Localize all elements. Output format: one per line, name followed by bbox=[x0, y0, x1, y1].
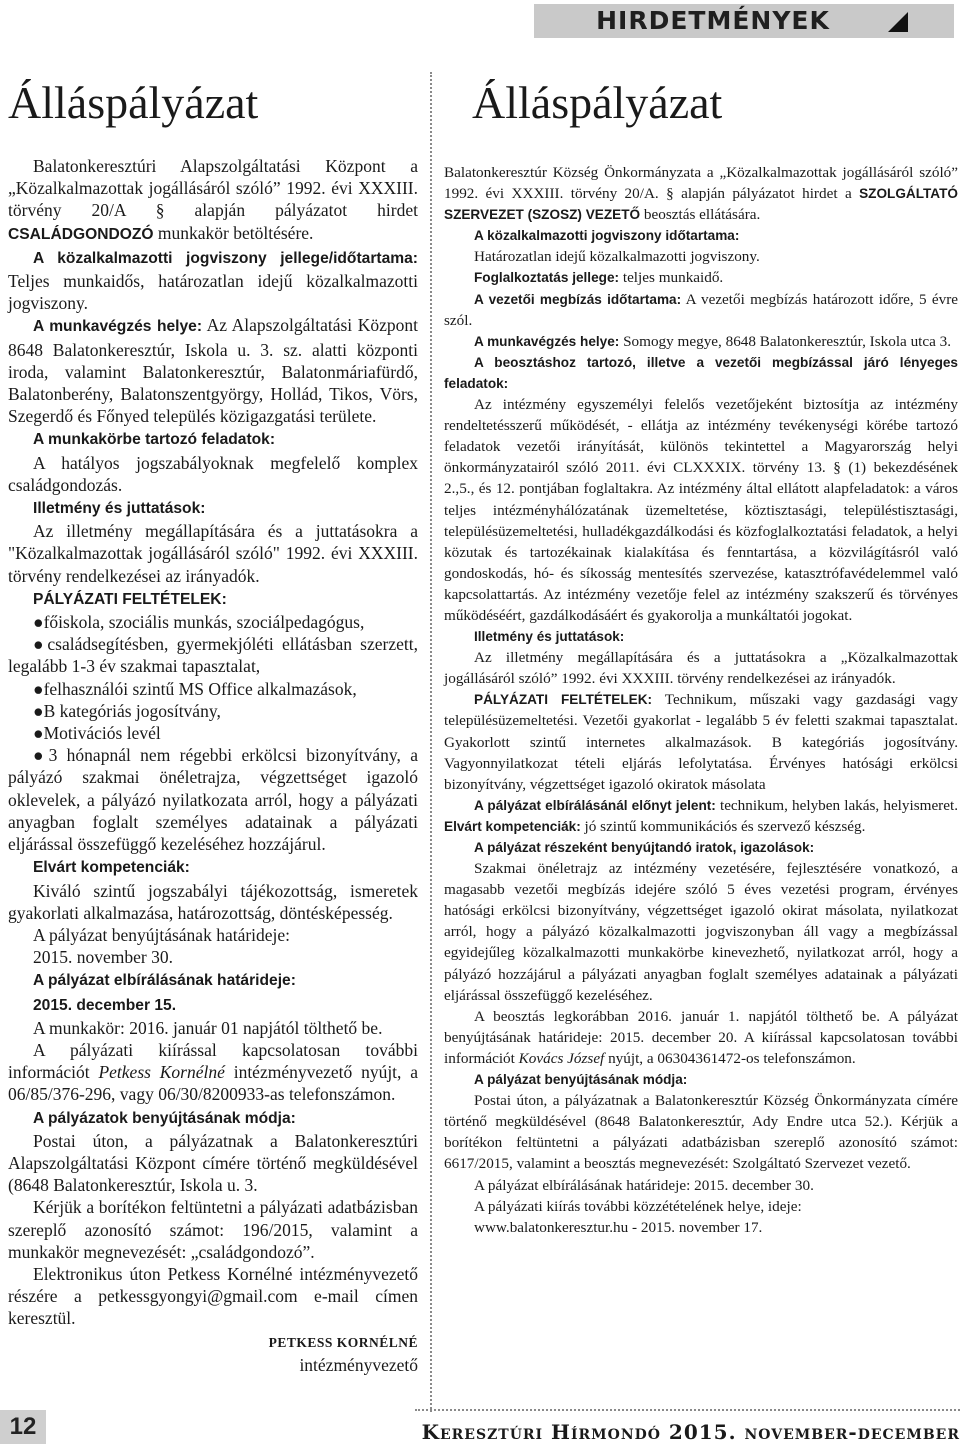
left-bullet-text: B kategóriás jogosítvány, bbox=[43, 700, 221, 721]
footer-divider bbox=[415, 1409, 960, 1411]
left-info bbox=[8, 1039, 418, 1106]
right-iratok-label-row bbox=[444, 837, 958, 858]
left-intro-position: CSALÁDGONDOZÓ bbox=[8, 225, 154, 243]
left-mod-label-row bbox=[8, 1106, 418, 1130]
right-elony-text: technikum, helyben lakás, helyismeret. bbox=[715, 796, 958, 814]
left-bullet bbox=[8, 744, 418, 855]
bullet-dot-icon: ● bbox=[33, 678, 44, 699]
left-info-contact-name: Petkess Kornélné bbox=[98, 1062, 225, 1083]
bullet-dot-icon: ● bbox=[33, 700, 44, 721]
left-hely bbox=[8, 314, 418, 427]
left-intro bbox=[8, 155, 418, 246]
section-title: HIRDETMÉNYEK bbox=[596, 6, 830, 35]
right-jogviszony-label: A közalkalmazotti jogviszony időtartama: bbox=[474, 228, 740, 244]
left-bullet-text: családsegítésben, gyermekjóléti ellátásban szerzett, legalább 1-3 év szakmai tapasztalat, bbox=[8, 634, 418, 677]
publication-footer: Keresztúri Hírmondó 2015. november-december bbox=[421, 1420, 960, 1444]
left-bullet bbox=[8, 700, 418, 722]
left-info-text: A pályázati kiírással kapcsolatosan további információt bbox=[8, 1039, 418, 1083]
left-jogviszony bbox=[8, 246, 418, 315]
left-info-phone: intézményvezető nyújt, a 06/85/376-296, vagy 06/30/8200933-as telefonszámon. bbox=[8, 1062, 419, 1105]
right-mod-text: Postai úton, a pályázatnak a Balatonkeresztúr Község Önkormányzata címére történő megküldésével (8648 Balatonkeresztúr, Ady Endre utca 52.). Kérjük a borítékon feltüntetni a pályázati adatbázisban szereplő azonosító számot: 6617/2015, valamint a beosztás megnevezését: Szolgáltató Szervezet vezető. bbox=[444, 1092, 958, 1173]
left-munkakor: A munkakör: 2016. január 01 napjától tölthető be. bbox=[33, 1017, 383, 1038]
right-lenyeges-label-row bbox=[444, 352, 958, 394]
left-elbiralas-label-row bbox=[8, 968, 418, 992]
signature-name: PETKESS KORNÉLNÉ bbox=[268, 1334, 418, 1350]
bullet-dot-icon: ● bbox=[33, 745, 49, 766]
right-elony-label: A pályázat elbírálásánál előnyt jelent: bbox=[474, 797, 716, 813]
left-bullet-text: 3 hónapnál nem régebbi erkölcsi bizonyítvány, a pályázó szakmai önéletrajza, végzettséget igazoló oklevelek, a pályázó nyilatkozata arról, hogy a pályázati anyagban foglalt személyes adatainak a pályázati eljárással összefüggő kezeléséhez hozzájárul. bbox=[8, 745, 418, 855]
left-elektronikus: Elektronikus úton Petkess Kornélné intézményvezető részére a petkessgyongyi@gmail.com e-mail címen keresztül. bbox=[8, 1263, 418, 1329]
right-mod-label-row bbox=[444, 1069, 958, 1090]
left-feladat-text: A hatályos jogszabályoknak megfelelő komplex családgondozás. bbox=[8, 452, 418, 495]
left-mod-label: A pályázatok benyújtásának módja: bbox=[33, 1109, 296, 1127]
left-feladat-label: A munkakörbe tartozó feladatok: bbox=[33, 431, 276, 449]
left-elbiralas-label: A pályázat elbírálásának határideje: bbox=[33, 972, 296, 990]
right-vezetoi-text: A vezetői megbízás határozott időre, 5 évre szól. bbox=[444, 290, 958, 329]
left-kompetencia-text: Kiváló szintű jogszabályi tájékozottság, ismeretek gyakorlati alkalmazása, határozottság, döntésképesség. bbox=[8, 880, 418, 923]
left-illetmeny-label-row bbox=[8, 496, 418, 520]
right-lenyeges-label: A beosztáshoz tartozó, illetve a vezetői megbízással járó lényeges feladatok: bbox=[444, 354, 958, 391]
left-elbiralas-value-row bbox=[8, 993, 418, 1017]
left-hely-text: Az Alapszolgáltatási Központ 8648 Balatonkeresztúr, Iskola u. 3. sz. alatti központi iroda, valamint Balatonkeresztúr, Balatonmáriafürdő, Balatonberény, Balatonszentgyörgy, Hollád, Tikos, Vörs, Szegerdő és Főnyed település közigazgatási területe. bbox=[8, 315, 418, 427]
left-hatarido-label: A pályázat benyújtásának határideje: bbox=[33, 924, 291, 945]
bullet-dot-icon: ● bbox=[33, 612, 44, 633]
left-signature bbox=[8, 1330, 418, 1354]
column-divider bbox=[430, 72, 432, 1412]
signature-role: intézményvezető bbox=[299, 1354, 418, 1375]
right-hely bbox=[444, 331, 958, 352]
right-illetmeny-label-row bbox=[444, 626, 958, 647]
right-vezetoi bbox=[444, 289, 958, 331]
left-article-title: Álláspályázat bbox=[8, 77, 259, 128]
right-article-title: Álláspályázat bbox=[472, 77, 723, 128]
right-jogviszony-text: Határozatlan idejű közalkalmazotti jogviszony. bbox=[474, 248, 760, 266]
left-bullet bbox=[8, 633, 418, 677]
left-intro-text: Balatonkeresztúri Alapszolgáltatási Központ a „Közalkalmazottak jogállásáról szóló” 1992. évi XXXIII. törvény 20/A § alapján pályázatot hirdet bbox=[8, 156, 418, 221]
left-illetmeny-label: Illetmény és juttatások: bbox=[33, 500, 206, 518]
right-intro-tail: beosztás ellátására. bbox=[640, 206, 761, 224]
left-feltetel-label-row bbox=[8, 587, 418, 611]
right-article-body bbox=[444, 162, 958, 1238]
left-bullet bbox=[8, 722, 418, 744]
left-kompetencia-label: Elvárt kompetenciák: bbox=[33, 859, 190, 877]
right-illetmeny-label: Illetmény és juttatások: bbox=[474, 629, 625, 645]
right-kozzetetel-value: www.balatonkeresztur.hu - 2015. november 17. bbox=[474, 1218, 763, 1236]
left-kompetencia-label-row bbox=[8, 855, 418, 879]
left-bullet bbox=[8, 611, 418, 633]
right-vezetoi-label: A vezetői megbízás időtartama: bbox=[474, 291, 682, 307]
bullet-dot-icon: ● bbox=[33, 634, 48, 655]
left-kerjuk: Kérjük a borítékon feltüntetni a pályázati adatbázisban szereplő azonosító számot: 196/2015, valamint a munkakör megnevezését: „családgondozó”. bbox=[8, 1197, 418, 1262]
right-iratok-text: Szakmai önéletrajz az intézmény vezetésére, fejlesztésére vonatkozó, a magasabb vezetői megbízás idejére szóló 5 éves vezetési program, érvényes hatósági erkölcsi bizonyítvány, végzettséget igazoló okirat másolata, nyilatkozat arról, hogy a pályázó közalkalmazotti jogviszonyban áll vagy a megbízással egyidejűleg közalkalmazotti munkakörbe kinevezhető, nyilatkozat arról, hogy a pályázó hozzájárul a pályázati anyagban foglalt személyes adatainak a pályázati eljárással összefüggő kezeléséhez. bbox=[444, 860, 958, 1004]
right-iratok-label: A pályázat részeként benyújtandó iratok, igazolások: bbox=[474, 840, 815, 855]
right-feltetel-label: PÁLYÁZATI FELTÉTELEK: bbox=[474, 692, 653, 708]
right-illetmeny-text: Az illetmény megállapítására és a juttatásokra a „Közalkalmazottak jogállásáról szóló” 1992. évi XXXIII. törvény rendelkezései az irányadók. bbox=[444, 649, 958, 688]
left-illetmeny-text: Az illetmény megállapítására és a juttatásokra a "Közalkalmazottak jogállásáról szóló" 1992. évi XXXIII. törvény rendelkezései az irányadók. bbox=[8, 521, 418, 586]
right-foglalkoztatas bbox=[444, 267, 958, 288]
right-lenyeges-text: Az intézmény egyszemélyi felelős vezetőjeként biztosítja az intézmény rendeltetésszerű működését, - ellátja az intézmény tevékenységi körébe tartozó feladatok vezetői irányítását, különös tekintettel a Magyarország helyi önkormányzatairól szóló 2011. évi CLXXXIX. törvény 13. § (1) bekezdésének 2.,5., és 12. pontjában foglaltakra. Az intézmény által ellátott alapfeladatok: a város teljes intézményhálózatának üzemeltetése, köztisztasági, településtisztasági, településüzemeltetési, hulladékgazdálkodási és közfoglalkoztatási feladatok, a helyi közutak és tartozékainak kialakítása és fenntartása, a közvilágításról való gondoskodás, hó- és síkosság mentesítés szervezése, katasztrófavédelemmel való kapcsolattartás. Az intézmény vezetője felel az intézmény szakszerű és törvényes működéséért, gazdálkodásáért és gyakorolja a munkáltatói jogokat. bbox=[444, 396, 958, 624]
right-feltetel-text: Technikum, műszaki vagy gazdasági vagy településüzemeltetési. Vezetői gyakorlat - legalább 5 év feletti szakmai tapasztalat. Gyakorlott szintű internetes alkalmazások. B kategóriás jogosítvány. Vagyonnyilatkozat tételi eljárás lefolytatása. Érvényes hatósági erkölcsi bizonyítvány, végzettséget igazoló okiratok másolata bbox=[444, 691, 958, 793]
right-kompetencia-label: Elvárt kompetenciák: bbox=[444, 818, 581, 834]
left-bullet-text: felhasználói szintű MS Office alkalmazások, bbox=[43, 678, 357, 699]
right-hely-label: A munkavégzés helye: bbox=[474, 333, 620, 349]
right-feltetel bbox=[444, 689, 958, 794]
right-contact-phone: nyújt, a 06304361472-os telefonszámon. bbox=[604, 1049, 856, 1067]
left-elbiralas-value: 2015. december 15. bbox=[33, 996, 177, 1014]
right-jogviszony-label-row bbox=[444, 225, 958, 246]
right-intro-position: SZOLGÁLTATÓ SZERVEZET (SZOSZ) VEZETŐ bbox=[444, 186, 958, 223]
left-hatarido-value: 2015. november 30. bbox=[33, 947, 173, 968]
right-elony bbox=[444, 795, 958, 837]
right-intro bbox=[444, 162, 958, 225]
right-foglalkoztatas-text: teljes munkaidő. bbox=[619, 269, 724, 287]
left-article-body bbox=[8, 155, 418, 1376]
left-feladat-label-row bbox=[8, 427, 418, 451]
right-hely-text: Somogy megye, 8648 Balatonkeresztúr, Iskola utca 3. bbox=[619, 332, 952, 350]
left-jogviszony-text: Teljes munkaidős, határozatlan idejű közalkalmazotti jogviszony. bbox=[8, 271, 418, 314]
left-jogviszony-label: A közalkalmazotti jogviszony jellege/időtartama: bbox=[33, 249, 418, 267]
right-kompetencia-text: jó szintű kommunikációs és szervező készség. bbox=[580, 817, 866, 835]
right-intro-text: Balatonkeresztúr Község Önkormányzata a „Közalkalmazottak jogállásáról szóló” 1992. évi XXXIII. törvény 20/A. § alapján pályázatot hirdet a bbox=[444, 164, 958, 203]
left-hely-label: A munkavégzés helye: bbox=[33, 318, 203, 336]
left-bullet-text: főiskola, szociális munkás, szociálpedagógus, bbox=[43, 612, 365, 633]
left-mod-text: Postai úton, a pályázatnak a Balatonkeresztúri Alapszolgáltatási Központ címére történő megküldésével (8648 Balatonkeresztúr, Iskola u. 3. bbox=[8, 1130, 418, 1196]
right-mod-label: A pályázat benyújtásának módja: bbox=[474, 1072, 688, 1088]
page-number: 12 bbox=[0, 1410, 46, 1444]
section-square-icon bbox=[888, 12, 908, 32]
bullet-dot-icon: ● bbox=[33, 723, 44, 744]
left-bullet bbox=[8, 678, 418, 700]
right-contact-name: Kovács József bbox=[518, 1049, 605, 1067]
right-kozzetetel: A pályázati kiírás további közzétételének helye, ideje: bbox=[474, 1197, 802, 1215]
right-betoltes-text: A beosztás legkorábban 2016. január 1. napjától tölthető be. A pályázat benyújtásának határideje: 2015. december 20. A kiírással kapcsolatosan további információt bbox=[444, 1007, 958, 1067]
right-betoltes bbox=[444, 1006, 958, 1069]
right-elbiralas: A pályázat elbírálásának határideje: 2015. december 30. bbox=[474, 1176, 814, 1194]
left-intro-tail: munkakör betöltésére. bbox=[153, 222, 314, 243]
left-bullet-text: Motivációs levél bbox=[43, 723, 161, 744]
right-foglalkoztatas-label: Foglalkoztatás jellege: bbox=[474, 270, 620, 286]
left-feltetel-label: PÁLYÁZATI FELTÉTELEK: bbox=[33, 590, 227, 608]
